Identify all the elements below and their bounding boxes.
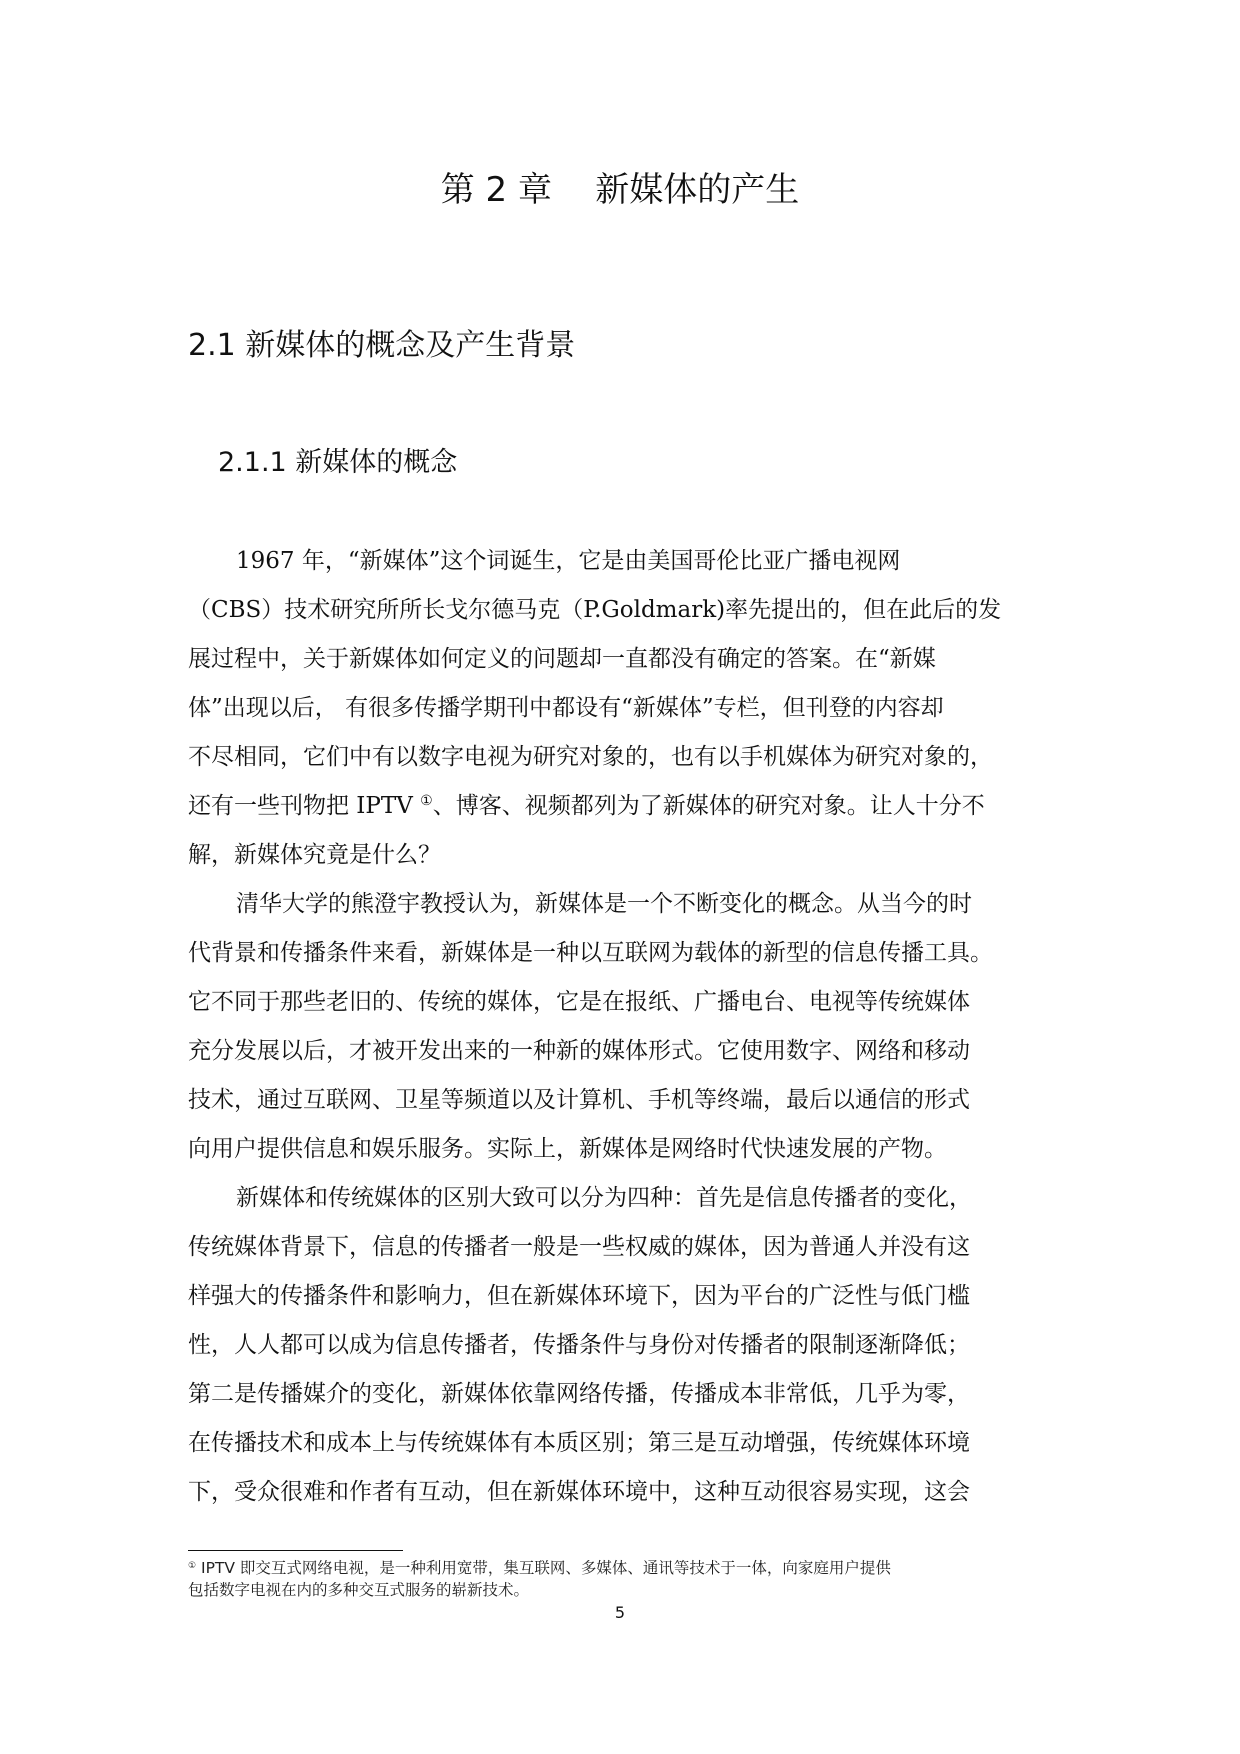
- footnote-marker: ①: [188, 1561, 197, 1571]
- text-line: （CBS）技术研究所所长戈尔德马克（P.Goldmark)率先提出的，但在此后的发: [188, 597, 1002, 623]
- footnote-reference[interactable]: ①: [420, 793, 433, 809]
- text-segment: 、博客、视频都列为了新媒体的研究对象。让人十分不: [432, 793, 985, 819]
- footnote-line: 包括数字电视在内的多种交互式服务的崭新技术。: [188, 1581, 530, 1599]
- text-line: 在传播技术和成本上与传统媒体有本质区别；第三是互动增强，传统媒体环境: [188, 1430, 970, 1456]
- paragraph-1: [188, 537, 1060, 880]
- text-line: 技术，通过互联网、卫星等频道以及计算机、手机等终端，最后以通信的形式: [188, 1087, 970, 1113]
- subsection-heading: 2.1.1 新媒体的概念: [218, 447, 458, 478]
- text-line: 新媒体和传统媒体的区别大致可以分为四种：首先是信息传播者的变化，: [236, 1185, 972, 1211]
- text-line: 不尽相同，它们中有以数字电视为研究对象的，也有以手机媒体为研究对象的，: [188, 744, 993, 770]
- text-line: 代背景和传播条件来看，新媒体是一种以互联网为载体的新型的信息传播工具。: [188, 940, 993, 966]
- text-line: 它不同于那些老旧的、传统的媒体，它是在报纸、广播电台、电视等传统媒体: [188, 989, 970, 1015]
- text-line: 第二是传播媒介的变化，新媒体依靠网络传播，传播成本非常低，几乎为零，: [188, 1381, 970, 1407]
- text-line: 样强大的传播条件和影响力，但在新媒体环境下，因为平台的广泛性与低门槛: [188, 1283, 970, 1309]
- chapter-title: 第 2 章 新媒体的产生: [440, 170, 800, 210]
- footnote-divider: [188, 1550, 403, 1551]
- text-line: 清华大学的熊澄宇教授认为，新媒体是一个不断变化的概念。从当今的时: [236, 891, 972, 917]
- text-line: 向用户提供信息和娱乐服务。实际上，新媒体是网络时代快速发展的产物。: [188, 1136, 947, 1162]
- text-segment: 还有一些刊物把 IPTV: [188, 793, 413, 819]
- footnote: [188, 1557, 1068, 1601]
- section-heading: 2.1 新媒体的概念及产生背景: [188, 328, 576, 363]
- text-line: 下，受众很难和作者有互动，但在新媒体环境中，这种互动很容易实现，这会: [188, 1479, 970, 1505]
- text-line: 传统媒体背景下，信息的传播者一般是一些权威的媒体，因为普通人并没有这: [188, 1234, 970, 1260]
- body-text: [188, 537, 1060, 1517]
- paragraph-3: [188, 1174, 1060, 1517]
- text-line: 解，新媒体究竟是什么？: [188, 842, 441, 868]
- paragraph-2: [188, 880, 1060, 1174]
- text-line: 1967 年，“新媒体”这个词诞生，它是由美国哥伦比亚广播电视网: [236, 548, 901, 574]
- text-line: 性，人人都可以成为信息传播者，传播条件与身份对传播者的限制逐渐降低；: [188, 1332, 970, 1358]
- footnote-text: IPTV 即交互式网络电视，是一种利用宽带，集互联网、多媒体、通讯等技术于一体，向家庭用户提供: [196, 1559, 891, 1577]
- text-line: 体”出现以后， 有很多传播学期刊中都设有“新媒体”专栏，但刊登的内容却: [188, 695, 944, 721]
- text-line: [188, 782, 1060, 831]
- page-number: 5: [614, 1603, 626, 1622]
- text-line: 充分发展以后，才被开发出来的一种新的媒体形式。它使用数字、网络和移动: [188, 1038, 970, 1064]
- text-line: 展过程中，关于新媒体如何定义的问题却一直都没有确定的答案。在“新媒: [188, 646, 936, 672]
- footnote-line: [188, 1557, 1068, 1579]
